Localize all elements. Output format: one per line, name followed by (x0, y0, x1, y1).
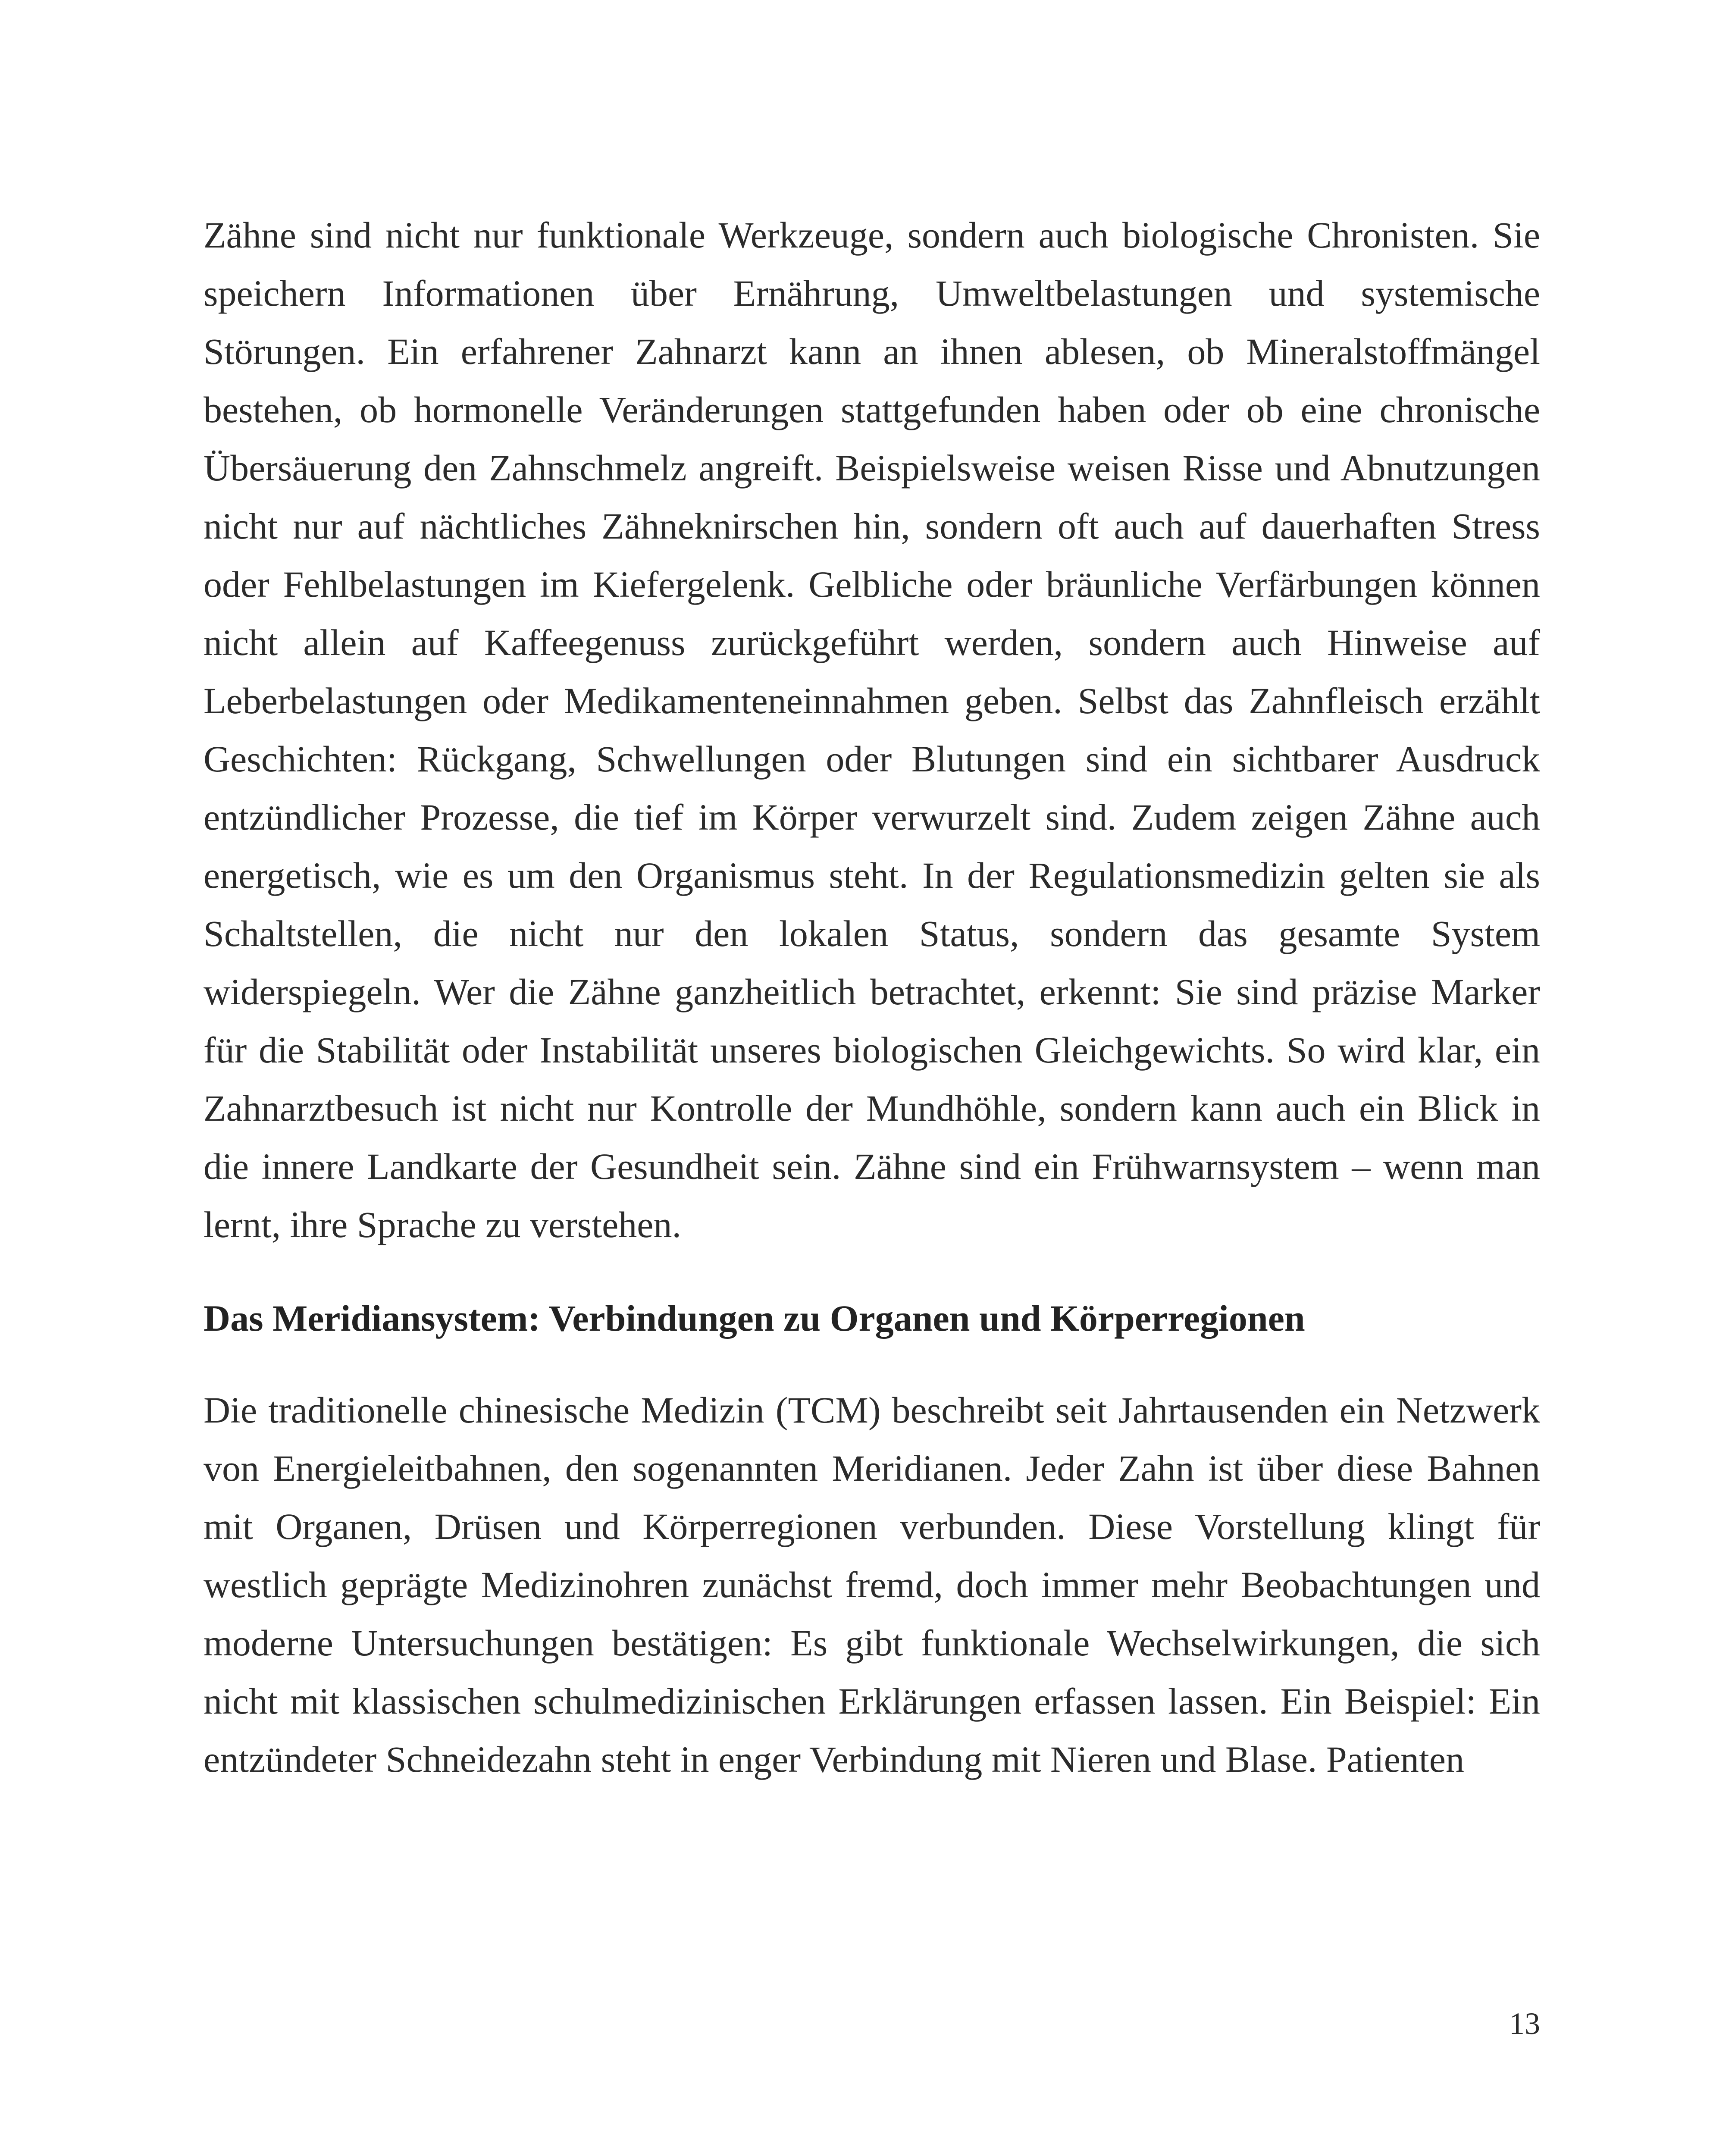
page-content (204, 206, 1540, 1789)
page-number: 13 (1509, 2006, 1540, 2041)
section-heading: Das Meridiansystem: Verbindungen zu Organen und Körperregionen (204, 1297, 1305, 1339)
body-paragraph-1: Zähne sind nicht nur funktionale Werkzeuge, sondern auch biologische Chronisten. Sie speichern Informationen über Ernährung, Umweltbelastungen und systemische Störungen. Ein erfahrener Zahnarzt kann an ihnen ablesen, ob Mineralstoffmängel bestehen, ob hormonelle Veränderungen stattgefunden haben oder ob eine chronische Übersäuerung den Zahnschmelz angreift. Beispielsweise weisen Risse und Abnutzungen nicht nur auf nächtliches Zähneknirschen hin, sondern oft auch auf dauerhaften Stress oder Fehlbelastungen im Kiefergelenk. Gelbliche oder bräunliche Verfärbungen können nicht allein auf Kaffeegenuss zurückgeführt werden, sondern auch Hinweise auf Leberbelastungen oder Medikamenteneinnahmen geben. Selbst das Zahnfleisch erzählt Geschichten: Rückgang, Schwellungen oder Blutungen sind ein sichtbarer Ausdruck entzündlicher Prozesse, die tief im Körper verwurzelt sind. Zudem zeigen Zähne auch energetisch, wie es um den Organismus steht. In der Regulationsmedizin gelten sie als Schaltstellen, die nicht nur den lokalen Status, sondern das gesamte System widerspiegeln. Wer die Zähne ganzheitlich betrachtet, erkennt: Sie sind präzise Marker für die Stabilität oder Instabilität unseres biologischen Gleichgewichts. So wird klar, ein Zahnarztbesuch ist nicht nur Kontrolle der Mundhöhle, sondern kann auch ein Blick in die innere Landkarte der Gesundheit sein. Zähne sind ein Frühwarnsystem – wenn man lernt, ihre Sprache zu verstehen. (204, 214, 1540, 1245)
body-paragraph-2: Die traditionelle chinesische Medizin (TCM) beschreibt seit Jahrtausenden ein Netzwerk von Energieleitbahnen, den sogenannten Meridianen. Jeder Zahn ist über diese Bahnen mit Organen, Drüsen und Körperregionen verbunden. Diese Vorstellung klingt für westlich geprägte Medizinohren zunächst fremd, doch immer mehr Beobachtungen und moderne Untersuchungen bestätigen: Es gibt funktionale Wechselwirkungen, die sich nicht mit klassischen schulmedizinischen Erklärungen erfassen lassen. Ein Beispiel: Ein entzündeter Schneidezahn steht in enger Verbindung mit Nieren und Blase. Patienten (204, 1389, 1540, 1780)
